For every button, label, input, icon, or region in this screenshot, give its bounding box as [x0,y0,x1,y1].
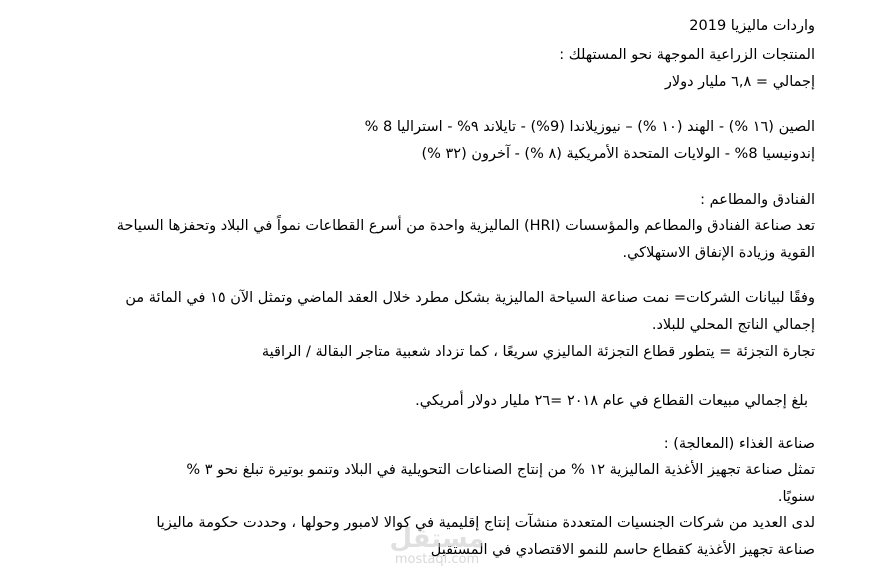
multinationals-line-2: صناعة تجهيز الأغذية كقطاع حاسم للنمو الاقتصادي في المستقبل [430,542,815,558]
multinationals-line-1: لدى العديد من شركات الجنسيات المتعددة منشآت إنتاج إقليمية في كوالا لامبور وحولها ، وحددت حكومة ماليزيا [156,515,815,531]
document-title: واردات ماليزيا 2019 [689,18,815,34]
food-processing-line-2: سنويًا. [777,489,815,505]
country-shares-line-2: إندونيسيا 8% - الولايات المتحدة الأمريكية (٨ %) - آخرون (٣٢ %) [421,146,815,162]
food-processing-line-1: تمثل صناعة تجهيز الأغذية الماليزية ١٢ % من إنتاج الصناعات التحويلية في البلاد وتنمو بوتيرة تبلغ نحو ٣ % [186,462,815,478]
country-shares-line-1: الصين (١٦ %) - الهند (١٠ %) – نيوزيلاندا (9%) - تايلاند ٩% - استراليا 8 % [364,119,815,135]
tourism-paragraph-line-1: وفقًا لبيانات الشركات= نمت صناعة السياحة الماليزية بشكل مطرد خلال العقد الماضي وتمثل الآن ١٥ في المائة من [125,290,815,306]
total-value-line: إجمالي = ٦,٨ مليار دولار [664,74,815,90]
retail-trade-line: تجارة التجزئة = يتطور قطاع التجزئة الماليزي سريعًا ، كما تزداد شعبية متاجر البقالة / الراقية [261,344,815,360]
sector-sales-line: بلغ إجمالي مبيعات القطاع في عام ٢٠١٨ =٢٦ مليار دولار أمريكي. [415,393,808,409]
tourism-paragraph-line-2: إجمالي الناتج المحلي للبلاد. [651,317,815,333]
hotels-restaurants-heading: الفنادق والمطاعم : [700,192,815,208]
hri-paragraph-line-2: القوية وزيادة الإنفاق الاستهلاكي. [622,245,815,261]
watermark-logo: مستقل [389,524,485,554]
consumer-products-heading: المنتجات الزراعية الموجهة نحو المستهلك : [559,47,815,63]
food-processing-heading: صناعة الغذاء (المعالجة) : [663,436,815,452]
hri-paragraph-line-1: تعد صناعة الفنادق والمطاعم والمؤسسات (HRI) الماليزية واحدة من أسرع القطاعات نمواً في البلاد وتحفزها السياحة [116,218,815,234]
watermark-url: mostaql.com [394,552,480,567]
